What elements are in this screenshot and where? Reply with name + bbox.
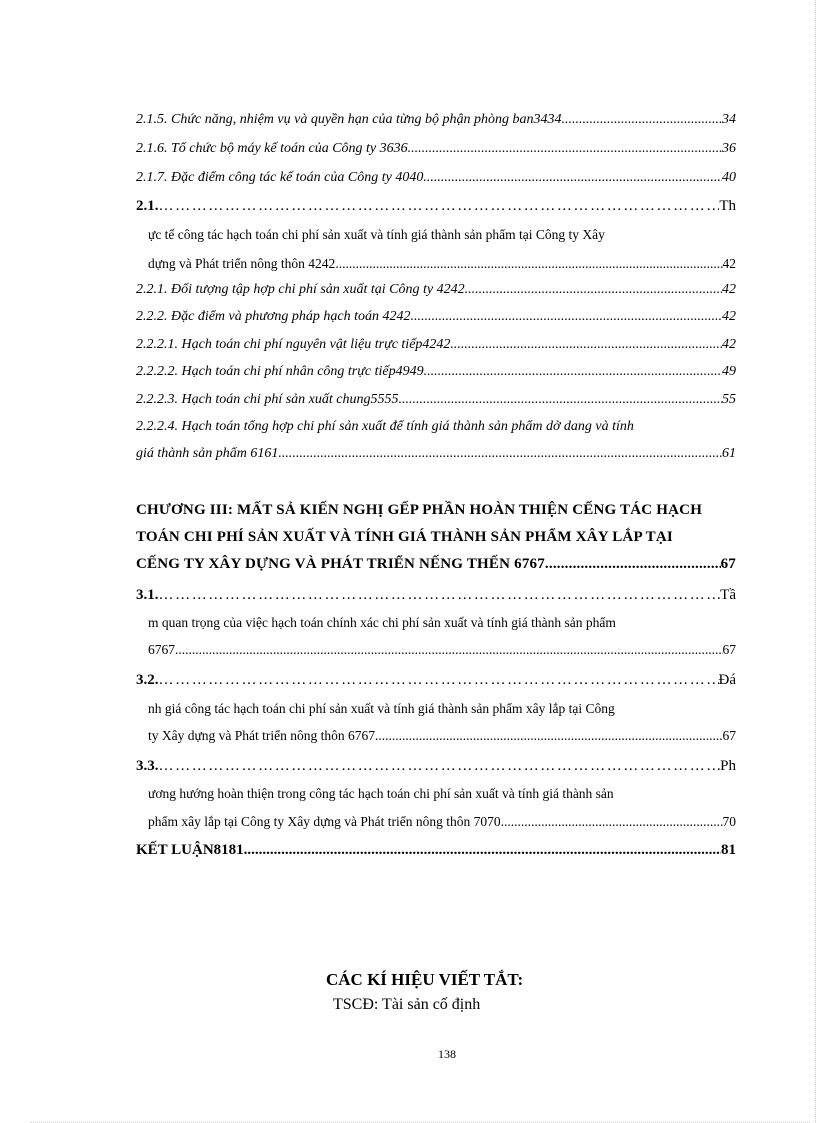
toc-entry-2-2-2-1[interactable] <box>136 337 736 353</box>
toc-label: 2.2.2.3. Hạch toán chi phí sản xuất chung5555 <box>136 392 399 407</box>
toc-label: giá thành sản phẩm 6161 <box>136 446 279 461</box>
toc-section-number: 3.1. <box>136 587 159 603</box>
toc-entry-2-2-2-2[interactable] <box>136 364 736 380</box>
toc-page: 61 <box>722 446 736 461</box>
toc-label: 2.2.1. Đối tượng tập hợp chi phí sản xuất tại Công ty 4242 <box>136 282 465 297</box>
toc-page: 67 <box>722 728 736 743</box>
toc-entry-ket-luan[interactable] <box>136 842 736 859</box>
chapter-3-heading-line-1: CHƯƠNG III: MẤT SẢ KIẾN NGHỊ GẾP PHẦN HOÀN THIỆN CẾNG TÁC HẠCH <box>136 502 703 518</box>
toc-section-3-3[interactable] <box>136 758 736 775</box>
toc-leader-dots <box>159 672 719 689</box>
toc-page: 42 <box>722 256 736 271</box>
toc-entry-2-2-2-4[interactable] <box>136 446 736 462</box>
abbreviation-item: TSCĐ: Tài sản cố định <box>333 996 481 1013</box>
toc-leader-dots <box>375 728 722 744</box>
toc-page: 81 <box>721 842 736 858</box>
toc-label: 2.1.6. Tổ chức bộ máy kế toán của Công ty 3636 <box>136 141 408 156</box>
page-number: 138 <box>438 1047 456 1061</box>
toc-section-title-start: Tầ <box>720 587 736 603</box>
toc-leader-dots <box>545 556 721 573</box>
toc-page: 42 <box>722 309 736 324</box>
toc-leader-dots <box>159 198 720 215</box>
toc-section-number: 2.1. <box>136 198 159 214</box>
toc-section-2-1[interactable] <box>136 198 736 215</box>
toc-page: 42 <box>722 282 736 297</box>
toc-leader-dots <box>465 282 722 298</box>
toc-leader-dots <box>501 814 723 830</box>
toc-page: 40 <box>722 170 736 185</box>
toc-leader-dots <box>159 758 721 775</box>
toc-section-number: 3.2. <box>136 672 159 688</box>
toc-label: CẾNG TY XÂY DỰNG VÀ PHÁT TRIỂN NẾNG THẾN 6767 <box>136 556 545 572</box>
toc-label: 2.1.7. Đặc điểm công tác kế toán của Công ty 4040 <box>136 170 424 185</box>
toc-label: 2.2.2. Đặc điểm và phương pháp hạch toán 4242 <box>136 309 411 324</box>
toc-leader-dots <box>410 309 722 325</box>
toc-section-title-start: Th <box>719 198 736 214</box>
toc-entry-2-2-2-3[interactable] <box>136 392 736 408</box>
toc-page: 70 <box>722 814 736 829</box>
toc-leader-dots <box>450 337 722 353</box>
toc-entry-2-1-7[interactable] <box>136 170 736 186</box>
toc-section-title-start: Đá <box>718 672 736 688</box>
toc-label: phẩm xây lắp tại Công ty Xây dựng và Phát triển nông thôn 7070 <box>148 814 501 829</box>
toc-section-title-start: Ph <box>720 758 736 774</box>
toc-label: ty Xây dựng và Phát triển nông thôn 6767 <box>148 728 376 743</box>
toc-page: 49 <box>722 364 736 379</box>
toc-label: 2.2.2.1. Hạch toán chi phí nguyên vật liệu trực tiếp4242 <box>136 337 451 352</box>
toc-section-title-line: ực tế công tác hạch toán chi phí sản xuất và tính giá thành sản phẩm tại Công ty Xây <box>148 227 605 242</box>
toc-page: 67 <box>720 556 736 572</box>
toc-section-title-end[interactable] <box>148 728 736 744</box>
toc-leader-dots <box>408 141 722 157</box>
toc-entry-2-1-6[interactable] <box>136 141 736 157</box>
toc-entry-2-1-5[interactable] <box>136 112 736 128</box>
toc-label: dựng và Phát triển nông thôn 4242 <box>148 256 336 271</box>
toc-label: KẾT LUẬN8181 <box>136 842 244 858</box>
toc-section-3-2[interactable] <box>136 672 736 689</box>
abbreviations-title: CÁC KÍ HIỆU VIẾT TẮT: <box>326 970 524 989</box>
toc-leader-dots <box>335 256 722 272</box>
toc-section-title-end[interactable] <box>148 256 736 272</box>
toc-page: 67 <box>722 642 736 657</box>
toc-leader-dots <box>278 446 722 462</box>
toc-entry-2-2-2[interactable] <box>136 309 736 325</box>
toc-entry-2-2-2-4-line: 2.2.2.4. Hạch toán tổng hợp chi phí sản xuất để tính giá thành sản phẩm dở dang và tính <box>136 419 634 434</box>
toc-entry-chapter-3[interactable] <box>136 556 736 573</box>
toc-section-title-line: nh giá công tác hạch toán chi phí sản xuất và tính giá thành sản phẩm xây lắp tại Công <box>148 701 615 716</box>
toc-label: 2.1.5. Chức năng, nhiệm vụ và quyền hạn của từng bộ phận phòng ban3434 <box>136 112 562 127</box>
toc-leader-dots <box>562 112 723 128</box>
toc-leader-dots <box>244 842 721 859</box>
toc-leader-dots <box>424 364 722 380</box>
toc-entry-2-2-1[interactable] <box>136 282 736 298</box>
toc-section-title-end[interactable] <box>148 814 736 830</box>
toc-label: 2.2.2.2. Hạch toán chi phí nhân công trực tiếp4949 <box>136 364 424 379</box>
toc-page: 42 <box>722 337 736 352</box>
toc-section-title-line: ương hướng hoàn thiện trong công tác hạch toán chi phí sản xuất và tính giá thành sản <box>148 786 614 801</box>
toc-page: 55 <box>722 392 736 407</box>
toc-leader-dots <box>159 587 721 604</box>
toc-section-number: 3.3. <box>136 758 159 774</box>
toc-page: 34 <box>722 112 736 127</box>
toc-section-3-1[interactable] <box>136 587 736 604</box>
toc-label: 6767 <box>148 642 175 657</box>
chapter-3-heading-line-2: TOÁN CHI PHÍ SẢN XUẤT VÀ TÍNH GIÁ THÀNH SẢN PHẨM XÂY LẮP TẠI <box>136 529 673 545</box>
toc-section-title-end[interactable] <box>148 642 736 658</box>
toc-leader-dots <box>398 392 722 408</box>
toc-leader-dots <box>175 642 723 658</box>
toc-section-title-line: m quan trọng của việc hạch toán chính xác chi phí sản xuất và tính giá thành sản phẩm <box>148 615 616 630</box>
toc-page: 36 <box>722 141 736 156</box>
toc-leader-dots <box>423 170 722 186</box>
